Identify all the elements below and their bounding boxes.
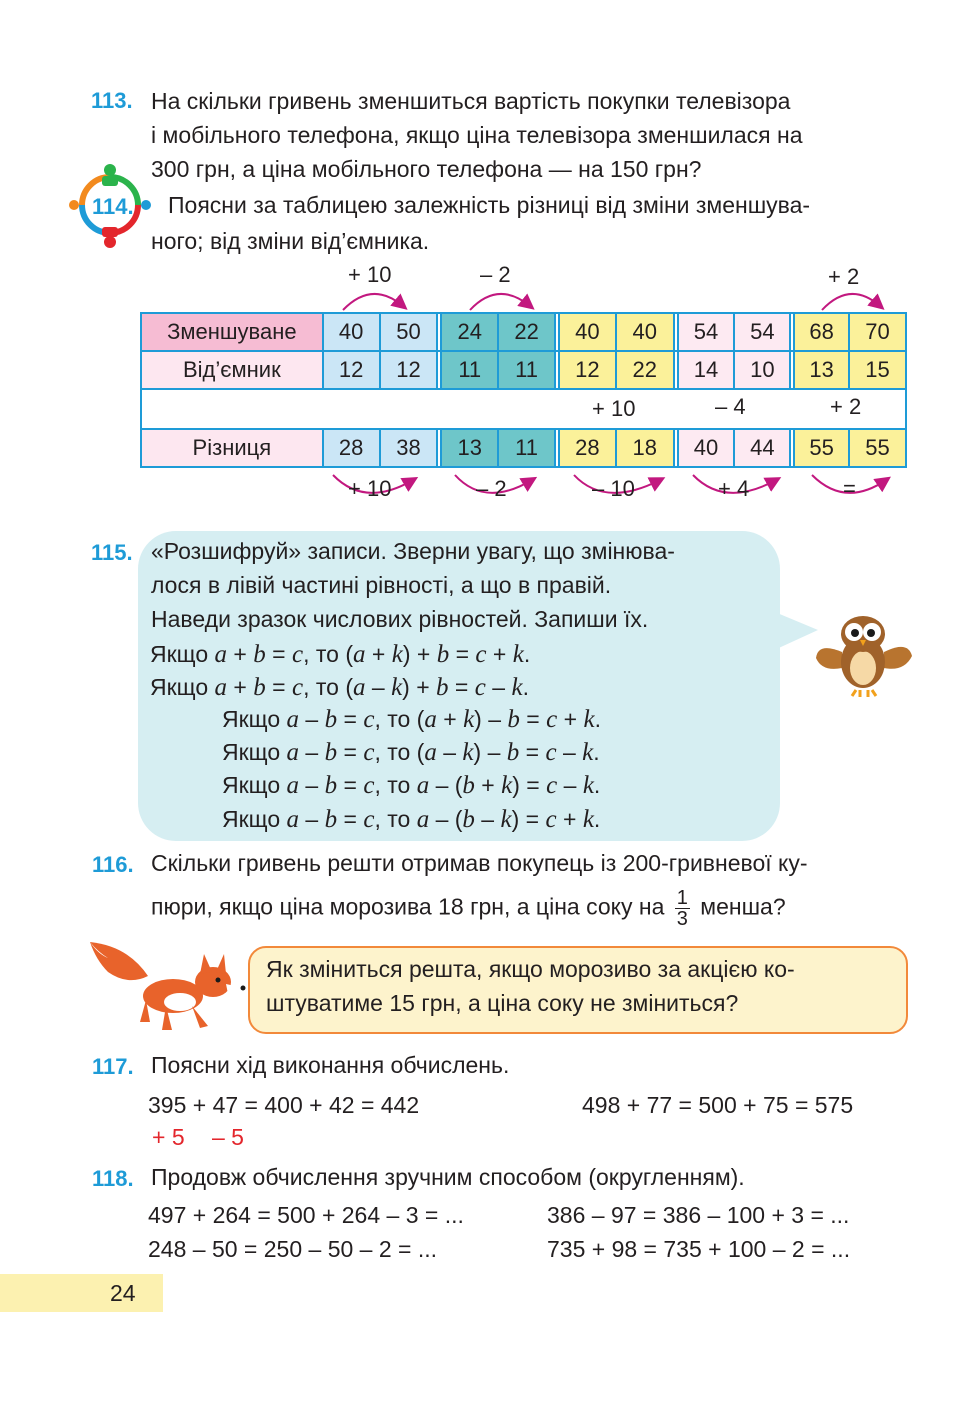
table-row-minuend: [141, 313, 906, 351]
op: –: [305, 739, 319, 765]
var: c: [546, 772, 558, 799]
op: +: [556, 806, 583, 832]
var: a: [416, 772, 430, 799]
rule-line: [222, 802, 600, 837]
table-cell: 54: [678, 313, 735, 351]
op: –: [443, 739, 457, 765]
rule-text: , то (: [374, 739, 425, 765]
rule-text: Якщо: [150, 641, 209, 667]
table-cell: 13: [794, 351, 849, 389]
var: b: [324, 706, 338, 733]
var: a: [416, 806, 430, 833]
var: b: [462, 806, 475, 833]
op: +: [486, 641, 513, 667]
calc-expression: 395 + 47 = 400 + 42 = 442: [148, 1092, 420, 1118]
exercise-117-title: Поясни хід виконання обчислень.: [151, 1052, 510, 1078]
rule-text: , то: [374, 806, 417, 832]
op: .: [593, 806, 601, 832]
exercise-number-118: 118.: [92, 1166, 134, 1191]
row-label: Від’ємник: [141, 351, 323, 389]
exercise-118-title: Продовж обчислення зручним способом (округленням).: [151, 1164, 745, 1190]
op: =: [343, 806, 364, 832]
var: c: [546, 706, 558, 733]
op: +: [443, 706, 457, 732]
var: c: [291, 674, 304, 701]
op: =: [449, 641, 476, 667]
var: b: [436, 674, 449, 701]
rule-line: [222, 702, 601, 737]
var: k: [582, 806, 594, 833]
table-cell: 12: [323, 351, 380, 389]
calc-note: + 5: [152, 1124, 185, 1150]
op: +: [233, 674, 247, 700]
table-cell: 13: [441, 429, 498, 467]
op: –: [305, 706, 319, 732]
fraction: [675, 888, 690, 929]
rule-line: [150, 637, 530, 672]
exercise-number-117: 117.: [92, 1054, 134, 1079]
exercise-115-line: «Розшифруй» записи. Зверни увагу, що змінюва-: [151, 538, 675, 564]
arrow-label: + 10: [348, 476, 392, 501]
arrow-arc: [343, 294, 403, 310]
var: a: [286, 772, 300, 799]
var: b: [324, 772, 338, 799]
table-cell: 55: [849, 429, 906, 467]
op: =: [343, 739, 364, 765]
var: b: [462, 772, 475, 799]
var: b: [253, 674, 266, 701]
op: ) =: [512, 772, 547, 798]
var: a: [352, 641, 366, 668]
arrow-label: + 10: [592, 396, 636, 421]
dependency-table: [140, 312, 907, 468]
arrow-label: + 2: [828, 264, 860, 289]
op: –: [485, 674, 512, 700]
rule-text: , то: [374, 772, 417, 798]
rule-text: Якщо: [222, 739, 281, 765]
table-cell: 70: [849, 313, 906, 351]
table-cell: 10: [734, 351, 790, 389]
op: =: [272, 674, 292, 700]
table-cell: 22: [616, 351, 674, 389]
var: k: [500, 806, 512, 833]
table-cell: 40: [678, 429, 735, 467]
op: =: [448, 674, 475, 700]
var: c: [363, 806, 375, 833]
var: c: [363, 772, 375, 799]
rule-line: [222, 768, 600, 803]
table-cell: 40: [323, 313, 380, 351]
var: k: [391, 674, 403, 701]
page-number: 24: [110, 1280, 136, 1306]
arrow-label: – 2: [480, 262, 511, 287]
var: a: [424, 739, 437, 766]
exercise-116-line: Скільки гривень решти отримав покупець із 200-гривневої ку-: [151, 850, 808, 876]
op: – (: [429, 806, 463, 832]
arrow-arc: [470, 294, 530, 310]
op: =: [343, 706, 364, 732]
arrow-label: – 2: [476, 476, 507, 501]
var: c: [291, 641, 304, 668]
var: c: [363, 739, 375, 766]
table-cell: 18: [616, 429, 674, 467]
var: k: [582, 772, 594, 799]
var: a: [286, 739, 300, 766]
row-label: Різниця: [141, 429, 323, 467]
arrow-label: + 10: [348, 262, 392, 287]
owl-illustration: [812, 612, 914, 698]
exercise-number-114: 114.: [92, 194, 134, 219]
rule-text: Якщо: [222, 706, 281, 732]
op: +: [474, 772, 502, 798]
var: k: [511, 674, 523, 701]
calc-expression: 248 – 50 = 250 – 50 – 2 = ...: [148, 1236, 438, 1262]
op: =: [343, 772, 364, 798]
page-number-band: [0, 1274, 163, 1312]
table-row-spacer: [141, 389, 906, 429]
rule-text: Якщо: [222, 772, 281, 798]
var: c: [474, 674, 486, 701]
rule-line: [150, 670, 529, 705]
fox-illustration: [88, 936, 248, 1036]
var: b: [506, 739, 520, 766]
arrow-label: + 4: [718, 476, 750, 501]
arrow-label: + 2: [830, 394, 862, 419]
var: c: [363, 706, 375, 733]
table-cell: 11: [441, 351, 498, 389]
op: –: [556, 739, 583, 765]
table-cell: 28: [559, 429, 616, 467]
var: a: [214, 641, 228, 668]
table-cell: 68: [794, 313, 849, 351]
op: .: [522, 674, 529, 700]
var: a: [286, 806, 300, 833]
exercise-113-line: і мобільного телефона, якщо ціна телевізора зменшилася на: [151, 122, 803, 148]
op: –: [305, 806, 319, 832]
table-cell: 22: [498, 313, 555, 351]
var: k: [583, 706, 595, 733]
exercise-number-116: 116.: [92, 852, 134, 877]
var: c: [475, 641, 487, 668]
table-cell: 50: [380, 313, 438, 351]
op: +: [557, 706, 584, 732]
op: ) +: [402, 641, 437, 667]
table-cell: 14: [678, 351, 735, 389]
rule-text: , то (: [303, 674, 353, 700]
table-cell: 12: [559, 351, 616, 389]
exercise-116-line2: [151, 888, 786, 929]
op: .: [593, 739, 600, 765]
arrow-label: – 4: [715, 394, 746, 419]
var: k: [391, 641, 403, 668]
table-cell: 28: [323, 429, 380, 467]
hint-line: Як зміниться решта, якщо морозиво за акцією ко-: [266, 956, 795, 982]
op: ) =: [511, 806, 546, 832]
table-cell: 11: [498, 351, 555, 389]
exercise-115-line: лося в лівій частині рівності, а що в правій.: [151, 572, 612, 598]
exercise-114-line: Поясни за таблицею залежність різниці від зміни зменшува-: [168, 192, 811, 218]
var: b: [507, 706, 520, 733]
calc-expression: 735 + 98 = 735 + 100 – 2 = ...: [547, 1236, 851, 1262]
var: a: [286, 706, 300, 733]
exercise-113-line: На скільки гривень зменшиться вартість покупки телевізора: [151, 88, 791, 114]
table-cell: 38: [380, 429, 438, 467]
exercise-113-line: 300 грн, а ціна мобільного телефона — на 150 грн?: [151, 156, 702, 182]
fraction-denominator: 3: [676, 908, 688, 930]
op: ) –: [474, 706, 508, 732]
var: k: [462, 739, 474, 766]
exercise-115-text: [151, 534, 763, 636]
calc-expression: 498 + 77 = 500 + 75 = 575: [582, 1092, 854, 1118]
rule-text: Якщо: [222, 806, 281, 832]
arrow-label: =: [843, 476, 856, 501]
op: –: [474, 806, 501, 832]
op: .: [593, 772, 601, 798]
exercise-116-text: менша?: [700, 893, 786, 920]
var: b: [324, 806, 338, 833]
op: –: [371, 674, 385, 700]
table-cell: 40: [559, 313, 616, 351]
var: a: [352, 674, 366, 701]
op: ) +: [402, 674, 437, 700]
table-row-difference: [141, 429, 906, 467]
op: +: [371, 641, 386, 667]
rule-line: [222, 735, 600, 770]
op: –: [557, 772, 583, 798]
calc-expression: 386 – 97 = 386 – 100 + 3 = ...: [547, 1202, 850, 1228]
rule-text: , то (: [374, 706, 425, 732]
hint-line: штуватиме 15 грн, а ціна соку не зміниться?: [266, 990, 739, 1016]
exercise-number-113: 113.: [91, 88, 133, 113]
calc-expression: 497 + 264 = 500 + 264 – 3 = ...: [148, 1202, 464, 1228]
var: k: [463, 706, 475, 733]
table-cell: 15: [849, 351, 906, 389]
var: b: [253, 641, 266, 668]
var: c: [545, 806, 557, 833]
hint-text: [266, 952, 894, 1020]
calc-note: – 5: [212, 1124, 244, 1150]
table-cell: 24: [441, 313, 498, 351]
op: =: [519, 739, 546, 765]
var: b: [436, 641, 450, 668]
arrow-label: – 10: [592, 476, 635, 501]
fraction-numerator: 1: [676, 887, 688, 909]
exercise-116-text: пюри, якщо ціна морозива 18 грн, а ціна соку на: [151, 893, 665, 920]
op: +: [233, 641, 247, 667]
var: k: [582, 739, 594, 766]
var: k: [501, 772, 513, 799]
table-cell: 40: [616, 313, 674, 351]
var: b: [324, 739, 338, 766]
table-cell: 44: [734, 429, 790, 467]
row-label: Зменшуване: [141, 313, 323, 351]
var: c: [545, 739, 557, 766]
rule-text: Якщо: [150, 674, 209, 700]
var: k: [512, 641, 524, 668]
exercise-115-line: Наведи зразок числових рівностей. Запиши їх.: [151, 606, 649, 632]
table-cell: 55: [794, 429, 849, 467]
op: ) –: [473, 739, 507, 765]
exercise-number-115: 115.: [91, 540, 133, 565]
arrow-arc: [822, 294, 880, 310]
table-cell: 54: [734, 313, 790, 351]
table-cell: 12: [380, 351, 438, 389]
exercise-114-line: ного; від зміни від’ємника.: [151, 228, 430, 254]
op: .: [523, 641, 531, 667]
op: .: [594, 706, 601, 732]
rule-text: , то (: [303, 641, 353, 667]
op: –: [305, 772, 319, 798]
op: =: [272, 641, 292, 667]
table-row-subtrahend: [141, 351, 906, 389]
var: a: [424, 706, 437, 733]
op: – (: [429, 772, 463, 798]
table-cell: 11: [498, 429, 555, 467]
op: =: [519, 706, 547, 732]
var: a: [214, 674, 228, 701]
